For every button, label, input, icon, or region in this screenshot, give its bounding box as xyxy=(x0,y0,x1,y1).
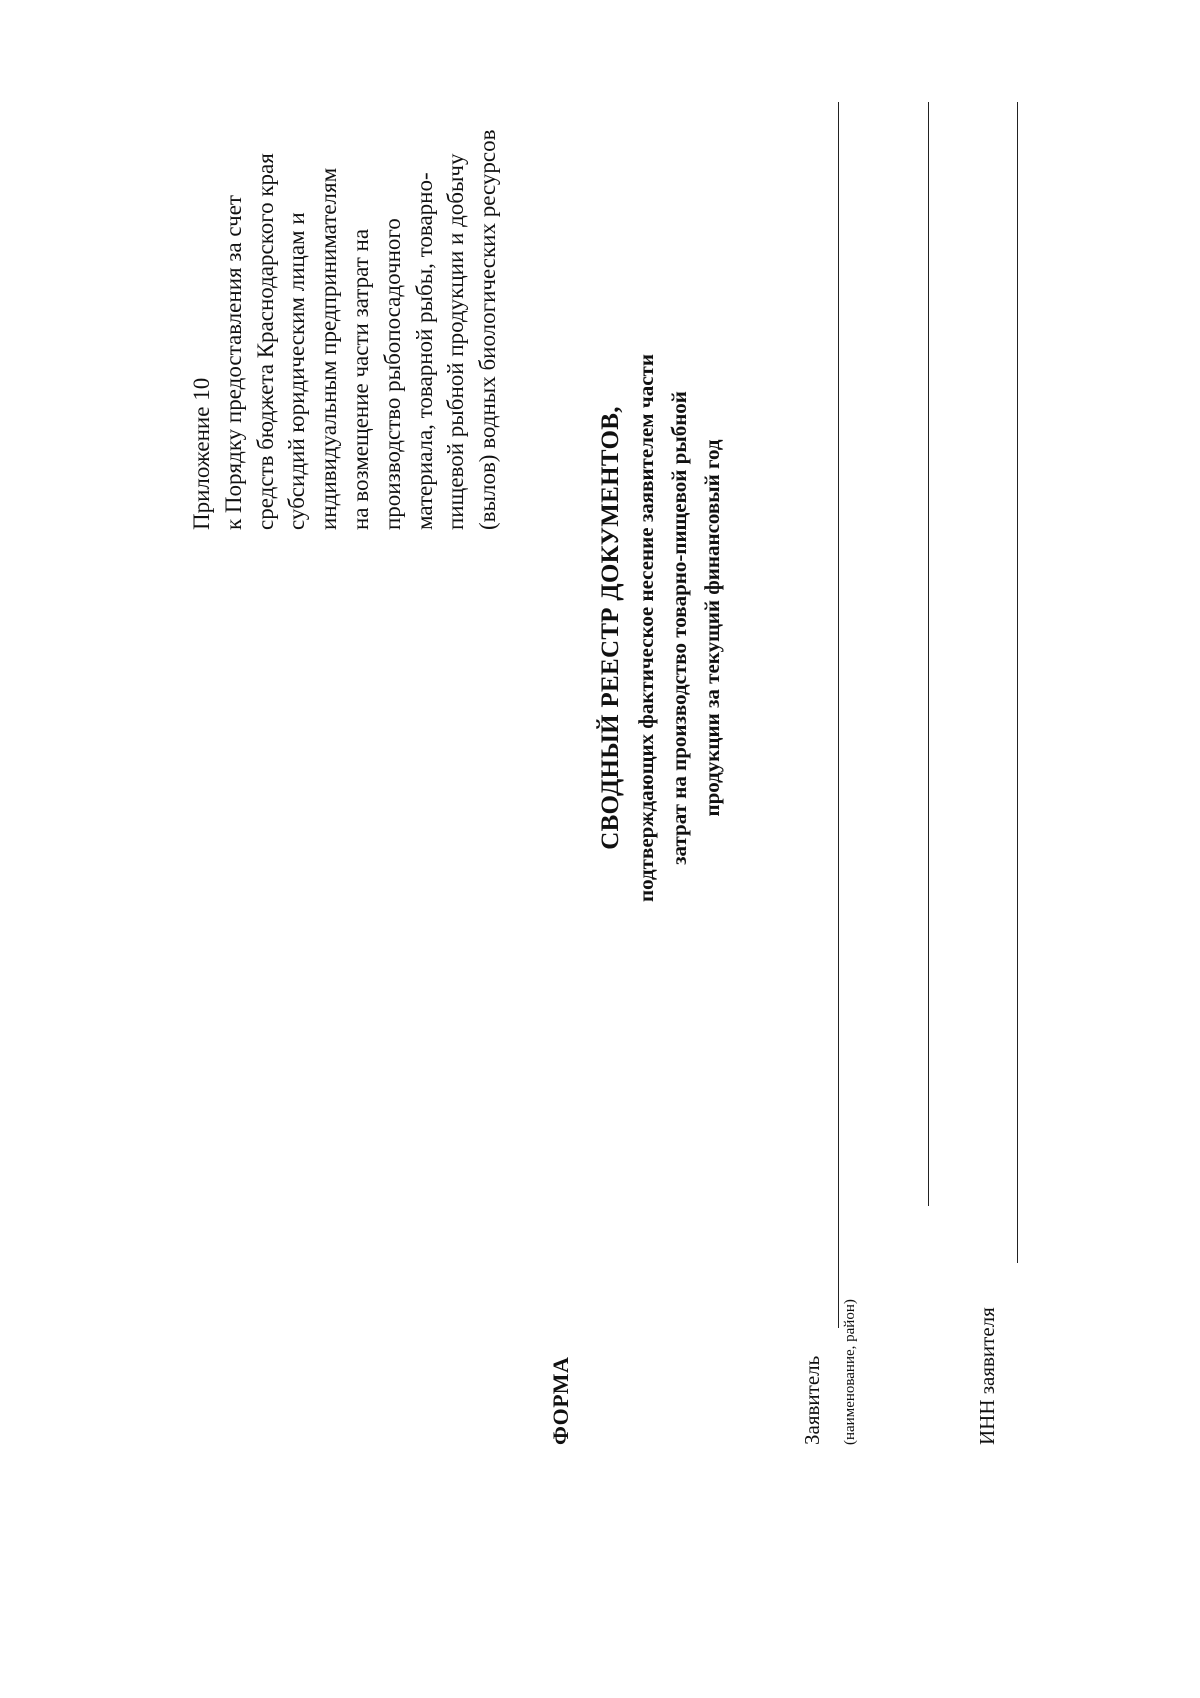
appendix-line: материала, товарной рыбы, товарно- xyxy=(411,172,437,530)
inn-input-line[interactable] xyxy=(1017,102,1018,1263)
appendix-line: субсидий юридическим лицам и xyxy=(284,212,310,530)
applicant-input-line[interactable] xyxy=(838,102,839,1328)
document-subtitle-line: подтверждающих фактическое несение заявителем части xyxy=(634,354,658,902)
applicant-input-line-2[interactable] xyxy=(928,102,929,1206)
appendix-line: (вылов) водных биологических ресурсов xyxy=(475,129,501,530)
inn-label: ИНН заявителя xyxy=(975,1307,999,1445)
appendix-line: индивидуальным предпринимателям xyxy=(316,167,342,530)
document-subtitle-line: продукции за текущий финансовый год xyxy=(700,439,724,817)
applicant-hint: (наименование, район) xyxy=(842,1299,858,1445)
appendix-header xyxy=(186,50,504,530)
appendix-line: производство рыбопосадочного xyxy=(379,218,405,530)
appendix-line: к Порядку предоставления за счет xyxy=(220,195,246,530)
appendix-line: на возмещение части затрат на xyxy=(347,228,373,530)
document-subtitle-line: затрат на производство товарно-пищевой рыбной xyxy=(667,391,691,865)
appendix-line: Приложение 10 xyxy=(189,377,214,530)
document-title-block xyxy=(592,158,729,1098)
applicant-label: Заявитель xyxy=(800,1355,824,1445)
appendix-line: пищевой рыбной продукции и добычу xyxy=(443,153,469,530)
form-label: ФОРМА xyxy=(548,1356,573,1445)
document-title: СВОДНЫЙ РЕЕСТР ДОКУМЕНТОВ, xyxy=(597,406,624,850)
appendix-line: средств бюджета Краснодарского края xyxy=(252,153,278,530)
